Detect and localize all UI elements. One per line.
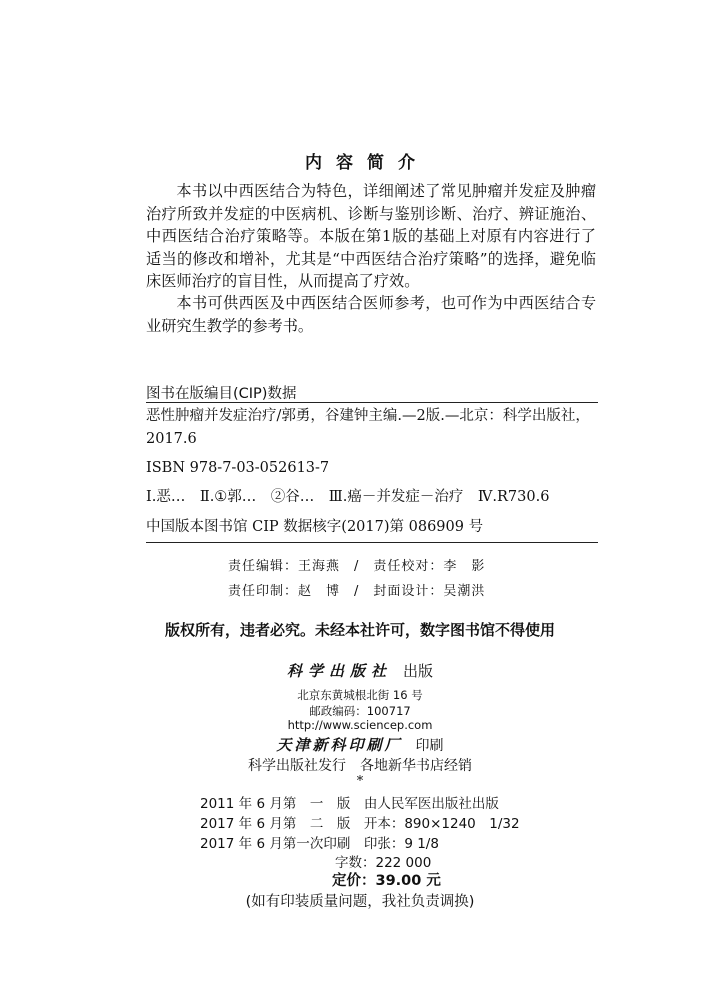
cip-heading: 图书在版编目(CIP)数据 [146, 386, 297, 402]
publisher-address: 北京东黄城根北街 16 号 [297, 688, 423, 702]
distribution-line: 科学出版社发行 各地新华书店经销 [248, 758, 472, 774]
cip-isbn: ISBN 978-7-03-052613-7 [146, 460, 330, 476]
publisher-postcode: 邮政编码：100717 [309, 704, 411, 718]
cip-core-record: 中国版本图书馆 CIP 数据核字(2017)第 086909 号 [146, 519, 484, 535]
word-count: 字数：222 000 [335, 855, 432, 871]
printer-suffix: 印刷 [415, 738, 444, 754]
publisher-url: http://www.sciencep.com [287, 718, 433, 732]
cip-top-rule [146, 402, 598, 403]
cip-bottom-rule [146, 542, 598, 543]
cip-classification: Ⅰ.恶… Ⅱ.①郭… ②谷… Ⅲ.癌－并发症－治疗 Ⅳ.R730.6 [146, 489, 550, 505]
credits-line-2: 责任印制：赵 博 / 封面设计：吴潮洪 [228, 584, 486, 599]
summary-title: 内容简介 [305, 153, 429, 173]
publisher-logo-text: 科学出版社 [286, 662, 392, 680]
publisher-suffix: 出版 [403, 662, 434, 680]
edition-row-3: 2017 年 6 月第一次印刷 印张：9 1/8 [200, 836, 439, 852]
separator-star: * [356, 774, 364, 789]
quality-note: (如有印装质量问题，我社负责调换) [245, 894, 475, 910]
publisher-line [0, 660, 720, 681]
price: 定价：39.00 元 [332, 873, 441, 889]
summary-paragraph-2: 本书可供西医及中西医结合医师参考，也可作为中西医结合专业研究生教学的参考书。 [146, 294, 596, 335]
cip-title-line: 恶性肿瘤并发症治疗/郭勇，谷建钟主编.—2版.—北京：科学出版社，2017.6 [146, 408, 590, 447]
summary-paragraph-1: 本书以中西医结合为特色，详细阐述了常见肿瘤并发症及肿瘤治疗所致并发症的中医病机、诊断与鉴别诊断、治疗、辨证施治、中西医结合治疗策略等。本版在第1版的基础上对原有内容进行了适当的修改和增补，尤其是“中西医结合治疗策略”的选择，避免临床医师治疗的盲目性，从而提高了疗效。 [146, 182, 596, 290]
copyright-notice: 版权所有，违者必究。未经本社许可，数字图书馆不得使用 [164, 621, 555, 639]
edition-row-2: 2017 年 6 月第 二 版 开本：890×1240 1/32 [200, 816, 520, 832]
printer-logo-text: 天津新科印刷厂 [276, 736, 403, 754]
printer-line [0, 734, 720, 755]
edition-row-1: 2011 年 6 月第 一 版 由人民军医出版社出版 [200, 796, 499, 812]
credits-line-1: 责任编辑：王海燕 / 责任校对：李 影 [228, 559, 486, 574]
